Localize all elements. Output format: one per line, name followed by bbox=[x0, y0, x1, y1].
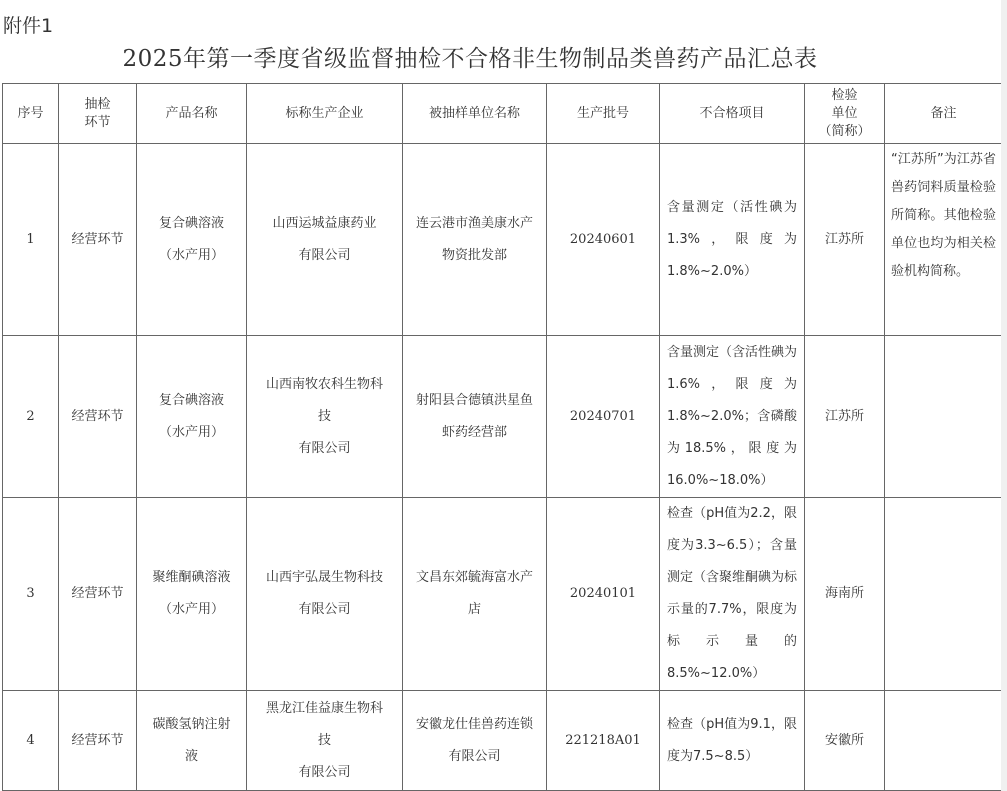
cell-sampled-unit: 连云港市渔美康水产 物资批发部 bbox=[403, 144, 547, 336]
vertical-scrollbar[interactable] bbox=[1001, 0, 1007, 791]
header-serial: 序号 bbox=[3, 84, 59, 144]
cell-note: “江苏所”为江苏省兽药饲料质量检验所简称。其他检验单位也均为相关检验机构简称。 bbox=[885, 144, 1003, 336]
cell-lab: 江苏所 bbox=[805, 144, 885, 336]
cell-manufacturer: 山西宇弘晟生物科技 有限公司 bbox=[247, 498, 403, 691]
table-header-row bbox=[3, 84, 1003, 144]
cell-note bbox=[885, 336, 1003, 498]
cell-batch: 221218A01 bbox=[547, 691, 660, 791]
cell-stage: 经营环节 bbox=[59, 498, 137, 691]
cell-stage: 经营环节 bbox=[59, 336, 137, 498]
cell-note bbox=[885, 691, 1003, 791]
summary-table bbox=[2, 83, 1003, 791]
header-batch: 生产批号 bbox=[547, 84, 660, 144]
header-manufacturer: 标称生产企业 bbox=[247, 84, 403, 144]
document-title: 2025年第一季度省级监督抽检不合格非生物制品类兽药产品汇总表 bbox=[122, 46, 818, 72]
cell-failed-item: 含量测定（活性碘为1.3%，限度为1.8%~2.0%） bbox=[660, 144, 805, 336]
cell-serial: 1 bbox=[3, 144, 59, 336]
cell-lab: 海南所 bbox=[805, 498, 885, 691]
header-failed-item: 不合格项目 bbox=[660, 84, 805, 144]
header-lab: 检验 单位 （简称） bbox=[805, 84, 885, 144]
cell-failed-item: 含量测定（含活性碘为1.6%，限度为1.8%~2.0%；含磷酸为18.5%，限度为16.0%~18.0%） bbox=[660, 336, 805, 498]
header-stage: 抽检 环节 bbox=[59, 84, 137, 144]
table-row bbox=[3, 498, 1003, 691]
cell-sampled-unit: 文昌东郊毓海富水产 店 bbox=[403, 498, 547, 691]
cell-batch: 20240101 bbox=[547, 498, 660, 691]
cell-manufacturer: 黑龙江佳益康生物科 技 有限公司 bbox=[247, 691, 403, 791]
cell-sampled-unit: 安徽龙仕佳兽药连锁 有限公司 bbox=[403, 691, 547, 791]
header-product: 产品名称 bbox=[137, 84, 247, 144]
cell-batch: 20240601 bbox=[547, 144, 660, 336]
cell-batch: 20240701 bbox=[547, 336, 660, 498]
cell-product: 聚维酮碘溶液 （水产用） bbox=[137, 498, 247, 691]
cell-note bbox=[885, 498, 1003, 691]
cell-serial: 2 bbox=[3, 336, 59, 498]
cell-lab: 江苏所 bbox=[805, 336, 885, 498]
header-note: 备注 bbox=[885, 84, 1003, 144]
summary-table-container bbox=[2, 83, 1003, 791]
cell-product: 复合碘溶液 （水产用） bbox=[137, 336, 247, 498]
cell-product: 复合碘溶液 （水产用） bbox=[137, 144, 247, 336]
table-row bbox=[3, 336, 1003, 498]
cell-stage: 经营环节 bbox=[59, 691, 137, 791]
table-row bbox=[3, 144, 1003, 336]
cell-product: 碳酸氢钠注射 液 bbox=[137, 691, 247, 791]
attachment-label: 附件1 bbox=[3, 15, 54, 37]
cell-serial: 4 bbox=[3, 691, 59, 791]
header-sampled-unit: 被抽样单位名称 bbox=[403, 84, 547, 144]
cell-failed-item: 检查（pH值为9.1，限度为7.5~8.5） bbox=[660, 691, 805, 791]
cell-lab: 安徽所 bbox=[805, 691, 885, 791]
cell-manufacturer: 山西运城益康药业 有限公司 bbox=[247, 144, 403, 336]
cell-serial: 3 bbox=[3, 498, 59, 691]
cell-failed-item: 检查（pH值为2.2，限度为3.3~6.5）；含量测定（含聚维酮碘为标示量的7.7%，限度为标示量的8.5%~12.0%） bbox=[660, 498, 805, 691]
cell-manufacturer: 山西南牧农科生物科 技 有限公司 bbox=[247, 336, 403, 498]
cell-sampled-unit: 射阳县合德镇洪星鱼 虾药经营部 bbox=[403, 336, 547, 498]
cell-stage: 经营环节 bbox=[59, 144, 137, 336]
table-row bbox=[3, 691, 1003, 791]
